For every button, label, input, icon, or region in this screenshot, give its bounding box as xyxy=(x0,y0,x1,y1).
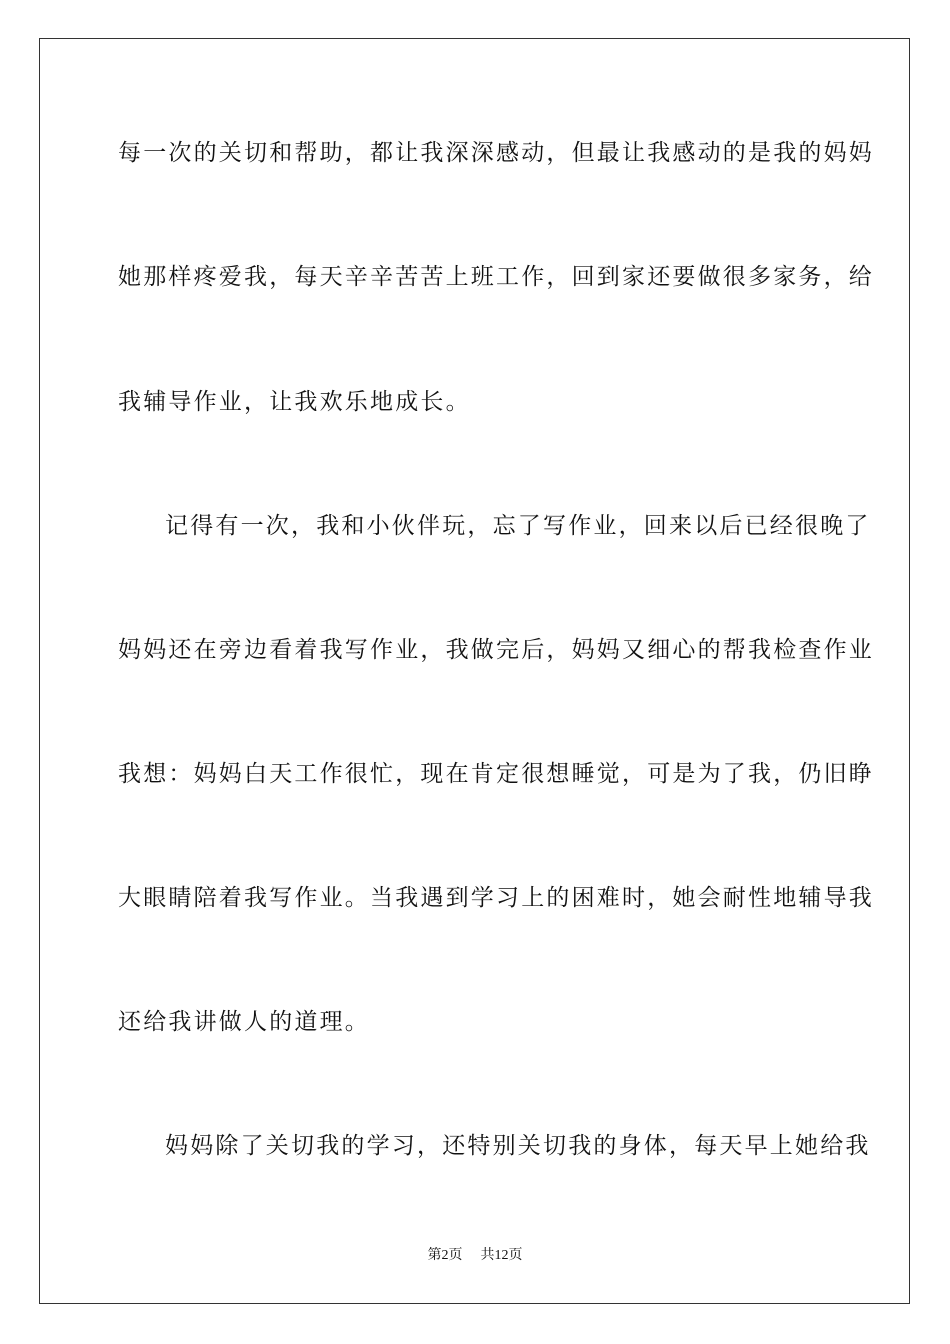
page-total: 共12页 xyxy=(480,1248,523,1263)
page-border xyxy=(39,38,910,1304)
text-line-9: 妈妈除了关切我的学习，还特别关切我的身体，每天早上她给我 xyxy=(165,1133,871,1159)
text-line-2: 她那样疼爱我，每天辛辛苦苦上班工作，回到家还要做很多家务，给 xyxy=(118,264,874,290)
text-line-5: 妈妈还在旁边看着我写作业，我做完后，妈妈又细心的帮我检查作业 xyxy=(118,637,874,663)
text-line-8: 还给我讲做人的道理。 xyxy=(118,1009,370,1035)
page-number: 第2页 xyxy=(427,1248,463,1263)
text-line-7: 大眼睛陪着我写作业。当我遇到学习上的困难时，她会耐性地辅导我 xyxy=(118,885,874,911)
text-line-3: 我辅导作业，让我欢乐地成长。 xyxy=(118,389,471,415)
text-line-4: 记得有一次，我和小伙伴玩，忘了写作业，回来以后已经很晚了 xyxy=(165,513,871,539)
page-footer xyxy=(0,1246,950,1266)
text-line-6: 我想：妈妈白天工作很忙，现在肯定很想睡觉，可是为了我，仍旧睁 xyxy=(118,761,874,787)
text-line-1: 每一次的关切和帮助，都让我深深感动，但最让我感动的是我的妈妈 xyxy=(118,140,874,166)
